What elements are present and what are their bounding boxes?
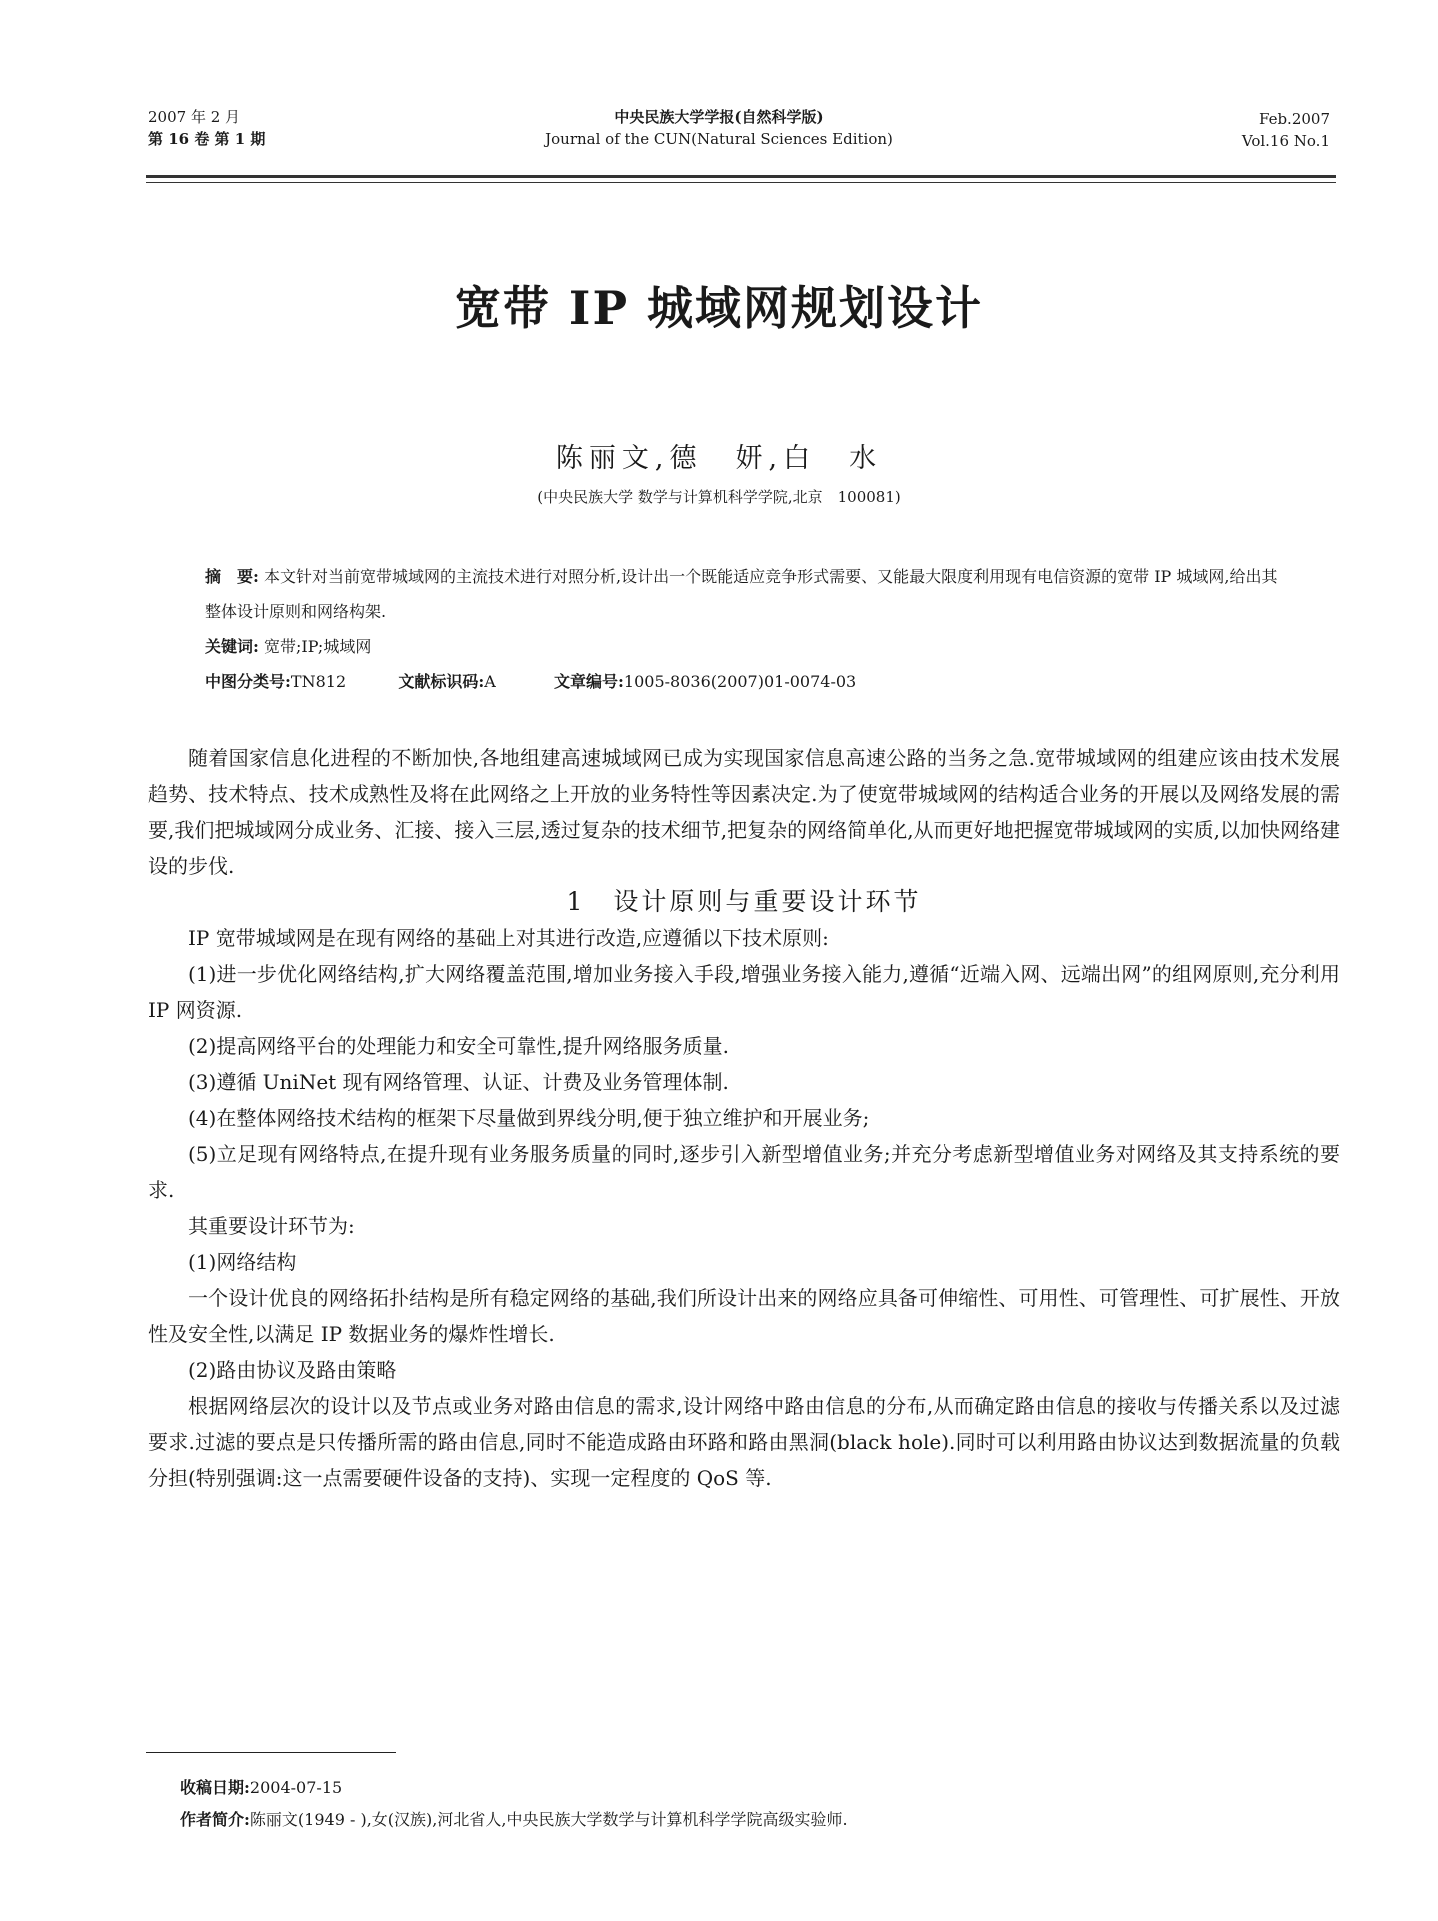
paragraph: (4)在整体网络技术结构的框架下尽量做到界线分明,便于独立维护和开展业务; bbox=[188, 1106, 870, 1130]
header-volume-en: Vol.16 No.1 bbox=[1241, 132, 1330, 150]
paragraph: (5)立足现有网络特点,在提升现有业务服务质量的同时,逐步引入新型增值业务;并充分考虑新型增值业务对网络及其支持系统的要求. bbox=[148, 1142, 1340, 1202]
received-value: 2004-07-15 bbox=[249, 1778, 343, 1797]
body-text bbox=[148, 740, 1340, 1496]
header-rule-thick bbox=[146, 175, 1336, 178]
doc-code-value: A bbox=[484, 672, 496, 691]
abstract-label: 摘 要: bbox=[205, 567, 259, 586]
bio-text: 陈丽文(1949 - ),女(汉族),河北省人,中央民族大学数学与计算机科学学院高级实验师. bbox=[249, 1810, 848, 1829]
paragraph: 其重要设计环节为: bbox=[188, 1214, 355, 1238]
journal-name-cn: 中央民族大学学报(自然科学版) bbox=[614, 108, 824, 126]
header-date-en: Feb.2007 bbox=[1258, 110, 1330, 128]
abstract-block bbox=[205, 559, 1285, 699]
doc-code-label: 文献标识码: bbox=[398, 672, 485, 691]
paragraph: 根据网络层次的设计以及节点或业务对路由信息的需求,设计网络中路由信息的分布,从而确定路由信息的接收与传播关系以及过滤要求.过滤的要点是只传播所需的路由信息,同时不能造成路由环路和路由黑洞(black hole).同时可以利用路由协议达到数据流量的负载分担(特别强调:这一点需要硬件设备的支持)、实现一定程度的 QoS 等. bbox=[148, 1394, 1340, 1490]
article-no-value: 1005-8036(2007)01-0074-03 bbox=[623, 672, 857, 691]
footnote bbox=[180, 1772, 1320, 1836]
classification-line bbox=[205, 664, 1285, 699]
subheading: (2)路由协议及路由策略 bbox=[188, 1358, 397, 1382]
article-no-label: 文章编号: bbox=[554, 672, 624, 691]
keywords-label: 关键词: bbox=[205, 637, 259, 656]
header-volume: 第 16 卷 第 1 期 bbox=[148, 130, 266, 148]
paragraph: (3)遵循 UniNet 现有网络管理、认证、计费及业务管理体制. bbox=[188, 1070, 729, 1094]
paragraph: 一个设计优良的网络拓扑结构是所有稳定网络的基础,我们所设计出来的网络应具备可伸缩性、可用性、可管理性、可扩展性、开放性及安全性,以满足 IP 数据业务的爆炸性增长. bbox=[148, 1286, 1340, 1346]
bio-label: 作者简介: bbox=[180, 1810, 250, 1829]
paragraph: IP 宽带城域网是在现有网络的基础上对其进行改造,应遵循以下技术原则: bbox=[188, 926, 829, 950]
abstract bbox=[205, 559, 1285, 629]
clc-value: TN812 bbox=[290, 672, 347, 691]
received-label: 收稿日期: bbox=[180, 1778, 250, 1797]
intro-paragraph: 随着国家信息化进程的不断加快,各地组建高速城域网已成为实现国家信息高速公路的当务之急.宽带城域网的组建应该由技术发展趋势、技术特点、技术成熟性及将在此网络之上开放的业务特性等因素决定.为了使宽带城域网的结构适合业务的开展以及网络发展的需要,我们把城域网分成业务、汇接、接入三层,透过复杂的技术细节,把复杂的网络简单化,从而更好地把握宽带城域网的实质,以加快网络建设的步伐. bbox=[148, 746, 1340, 878]
header-rule-thin bbox=[146, 182, 1336, 183]
paper-title: 宽带 IP 城域网规划设计 bbox=[454, 281, 984, 335]
journal-date-issue bbox=[148, 106, 265, 150]
abstract-text: 本文针对当前宽带城域网的主流技术进行对照分析,设计出一个既能适应竞争形式需要、又能最大限度利用现有电信资源的宽带 IP 城域网,给出其整体设计原则和网络构架. bbox=[205, 567, 1278, 621]
subheading: (1)网络结构 bbox=[188, 1250, 297, 1274]
keywords bbox=[205, 629, 1285, 664]
footnote-rule bbox=[146, 1752, 396, 1753]
journal-date-en bbox=[1180, 108, 1330, 152]
keywords-text: 宽带;IP;城域网 bbox=[264, 637, 372, 656]
clc-label: 中图分类号: bbox=[205, 672, 291, 691]
journal-name bbox=[419, 106, 1019, 150]
paragraph: (1)进一步优化网络结构,扩大网络覆盖范围,增加业务接入手段,增强业务接入能力,遵循“近端入网、远端出网”的组网原则,充分利用 IP 网资源. bbox=[148, 962, 1340, 1022]
section-heading: 1 设计原则与重要设计环节 bbox=[566, 887, 922, 916]
affiliation: (中央民族大学 数学与计算机科学学院,北京 100081) bbox=[537, 488, 901, 506]
author-bio bbox=[180, 1804, 1320, 1836]
authors: 陈丽文,德 妍,白 水 bbox=[555, 443, 883, 474]
received-date bbox=[180, 1772, 1320, 1804]
journal-name-en: Journal of the CUN(Natural Sciences Edition) bbox=[545, 130, 893, 148]
header-date: 2007 年 2 月 bbox=[148, 108, 241, 126]
paragraph: (2)提高网络平台的处理能力和安全可靠性,提升网络服务质量. bbox=[188, 1034, 730, 1058]
